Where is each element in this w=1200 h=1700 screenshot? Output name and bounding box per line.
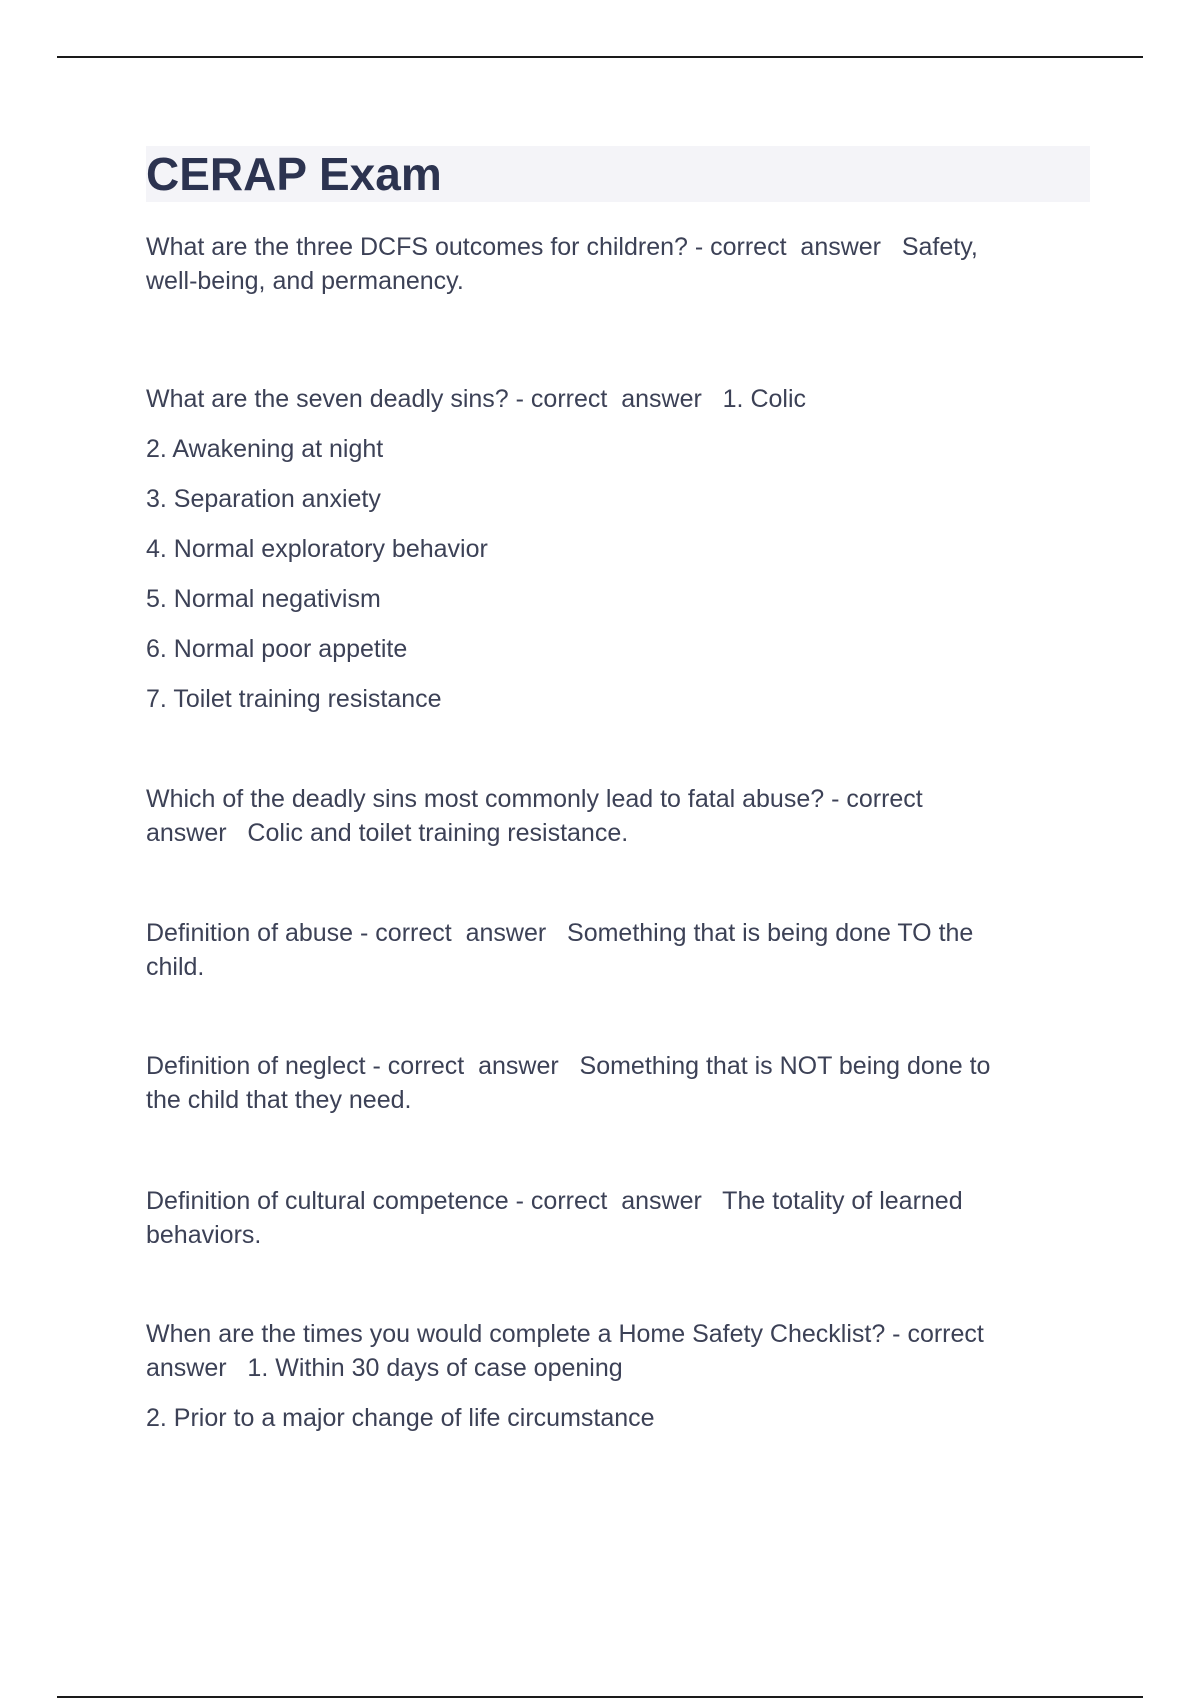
question-line: Definition of cultural competence - correct answer The totality of learned [146,1187,963,1215]
list-item: 6. Normal poor appetite [146,635,408,663]
list-item: 5. Normal negativism [146,585,381,613]
page-title: CERAP Exam [146,148,442,200]
question-line: Definition of neglect - correct answer Something that is NOT being done to [146,1052,991,1080]
answer-line: answer Colic and toilet training resistance. [146,819,629,847]
qa-entry-home-safety-checklist [146,1317,1090,1435]
answer-line: well-being, and permanency. [146,267,464,295]
question-line: When are the times you would complete a Home Safety Checklist? - correct [146,1320,984,1348]
qa-entry-outcomes [146,230,1090,298]
answer-line: child. [146,953,205,981]
question-line: Definition of abuse - correct answer Something that is being done TO the [146,919,974,947]
qa-entry-fatal-abuse [146,782,1090,850]
list-item: 4. Normal exploratory behavior [146,535,488,563]
list-item: 2. Awakening at night [146,435,384,463]
title-banner [146,146,1090,202]
list-item: 2. Prior to a major change of life circumstance [146,1404,655,1432]
answer-line: behaviors. [146,1221,262,1249]
qa-entry-cultural-competence [146,1184,1090,1252]
qa-entry-neglect-definition [146,1049,1090,1117]
list-item: 7. Toilet training resistance [146,685,442,713]
footer-rule [57,1696,1143,1698]
question-line: What are the three DCFS outcomes for children? - correct answer Safety, [146,233,978,261]
answer-line: answer 1. Within 30 days of case opening [146,1354,623,1382]
question-line: What are the seven deadly sins? - correct answer 1. Colic [146,385,807,413]
qa-entry-abuse-definition [146,916,1090,984]
document-body [146,146,1090,1432]
header-rule [57,56,1143,58]
answer-line: the child that they need. [146,1086,412,1114]
question-line: Which of the deadly sins most commonly lead to fatal abuse? - correct [146,785,923,813]
list-item: 3. Separation anxiety [146,485,381,513]
qa-entry-deadly-sins [146,382,1090,716]
